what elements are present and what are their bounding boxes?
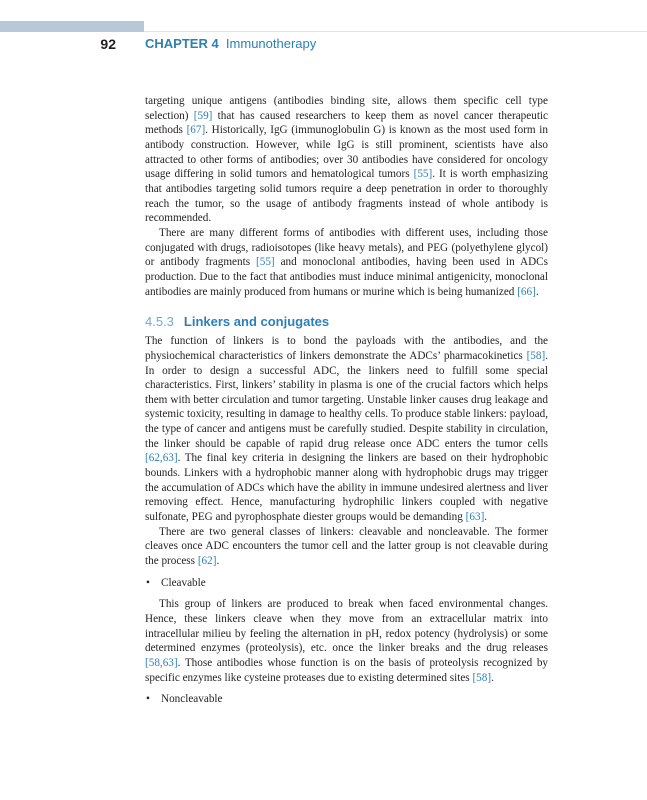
- text-run: . Those antibodies whose function is on the basis of proteolysis recognized by specific enzymes like cysteine proteases due to existing determined sites: [145, 656, 548, 684]
- citation-link[interactable]: [59]: [193, 109, 213, 122]
- text-run: . In order to design a successful ADC, the linkers need to fulfill some special characteristics. First, linkers’ stability in plasma is one of the crucial factors which helps them with better circulation and tumor targeting. Unstable linker causes drug leakage and systemic toxicity, resulting in damage to healthy cells. To produce stable linkers: payload, the type of cancer and antigens must be carefully studied. Despite stability in circulation, the linker should be capable of rapid drug release once ADC enters the tumor cells: [145, 349, 548, 450]
- section-heading: [145, 314, 548, 330]
- text-run: .: [216, 555, 220, 568]
- citation-link[interactable]: [67]: [186, 124, 206, 137]
- chapter-title: Immunotherapy: [225, 36, 317, 51]
- bullet-label: Noncleavable: [161, 693, 223, 706]
- citation-link[interactable]: [58]: [472, 671, 492, 684]
- paragraph: [145, 525, 548, 569]
- header-accent-bar: [0, 21, 144, 32]
- text-run: that has caused researchers to keep them as novel cancer therapeutic methods: [145, 109, 548, 137]
- bullet-item: [145, 576, 548, 591]
- running-header: [0, 35, 647, 55]
- citation-link[interactable]: [55]: [413, 168, 433, 181]
- text-run: This group of linkers are produced to break when faced environmental changes. Hence, these linkers cleave when they move from an extracellular matrix into intracellular milieu by feeling the alternation in pH, redox potency (hydrolysis) or some determined enzymes (proteolysis), etc. once the linker breaks and the drug releases: [145, 598, 548, 655]
- text-run: and monoclonal antibodies, having been used in ADCs production. Due to the fact that antibodies must induce minimal antigenicity, monoclonal antibodies are mainly produced from humans or murine which is being humanized: [145, 256, 548, 298]
- bullet-dot: •: [146, 576, 150, 589]
- text-run: . The final key criteria in designing the linkers are based on their hydrophobic bounds. Linkers with a hydrophobic manner along with hydrophobic drugs may trigger the accumulation of ADCs which have the ability in immune undesired alertness and liver removing effect. Hence, manufacturing hydrophilic linkers coupled with negative sulfonate, PEG and pyrophosphate diester groups would be demanding: [145, 452, 548, 524]
- text-run: There are two general classes of linkers: cleavable and noncleavable. The former cleaves once ADC encounters the tumor cell and the latter group is not cleavable during the process: [145, 525, 548, 568]
- bullet-dot: •: [146, 693, 150, 706]
- text-run: . Historically, IgG (immunoglobulin G) is known as the most used form in antibody construction. However, while IgG is still prominent, scientists have also attracted to other forms of antibodies; over 30 antibodies have considered for oncology usage differing in solid tumors and hematological tumors: [145, 124, 548, 181]
- citation-link[interactable]: [62,63]: [145, 452, 178, 465]
- text-run: .: [484, 511, 488, 524]
- paragraph: [145, 94, 548, 226]
- paragraph: [145, 597, 548, 685]
- text-run: .: [491, 671, 494, 684]
- text-run: .: [535, 285, 539, 298]
- text-run: The function of linkers is to bond the payloads with the antibodies, and the physiochemical characteristics of linkers demonstrate the ADCs’ pharmacokinetics: [145, 335, 548, 362]
- chapter-heading: [145, 35, 316, 53]
- body-text: [145, 94, 548, 714]
- citation-link[interactable]: [58,63]: [145, 656, 178, 669]
- text-run: There are many different forms of antibodies with different uses, including those conjugated with drugs, radioisotopes (like heavy metals), and PEG (polyethylene glycol) or antibody fragments: [145, 226, 548, 269]
- section-title: Linkers and conjugates: [183, 314, 330, 330]
- paragraph: [145, 334, 548, 525]
- citation-link[interactable]: [55]: [256, 256, 275, 269]
- header-rule: [144, 31, 647, 32]
- bullet-label: Cleavable: [161, 576, 206, 589]
- citation-link[interactable]: [62]: [197, 555, 217, 568]
- citation-link[interactable]: [58]: [526, 349, 546, 362]
- citation-link[interactable]: [66]: [517, 285, 536, 298]
- paragraph: [145, 226, 548, 299]
- citation-link[interactable]: [63]: [465, 511, 485, 524]
- chapter-label: CHAPTER 4: [145, 36, 219, 51]
- text-run: targeting unique antigens (antibodies binding site, allows them specific cell type selection): [145, 95, 548, 122]
- bullet-item: [145, 692, 548, 707]
- section-number: 4.5.3: [145, 314, 174, 330]
- page-number: 92: [100, 36, 116, 52]
- text-run: . It is worth emphasizing that antibodies targeting solid tumors require a deep penetration in order to thoroughly reach the tumor, so the usage of antibody fragments instead of whole antibody is recommended.: [145, 168, 548, 225]
